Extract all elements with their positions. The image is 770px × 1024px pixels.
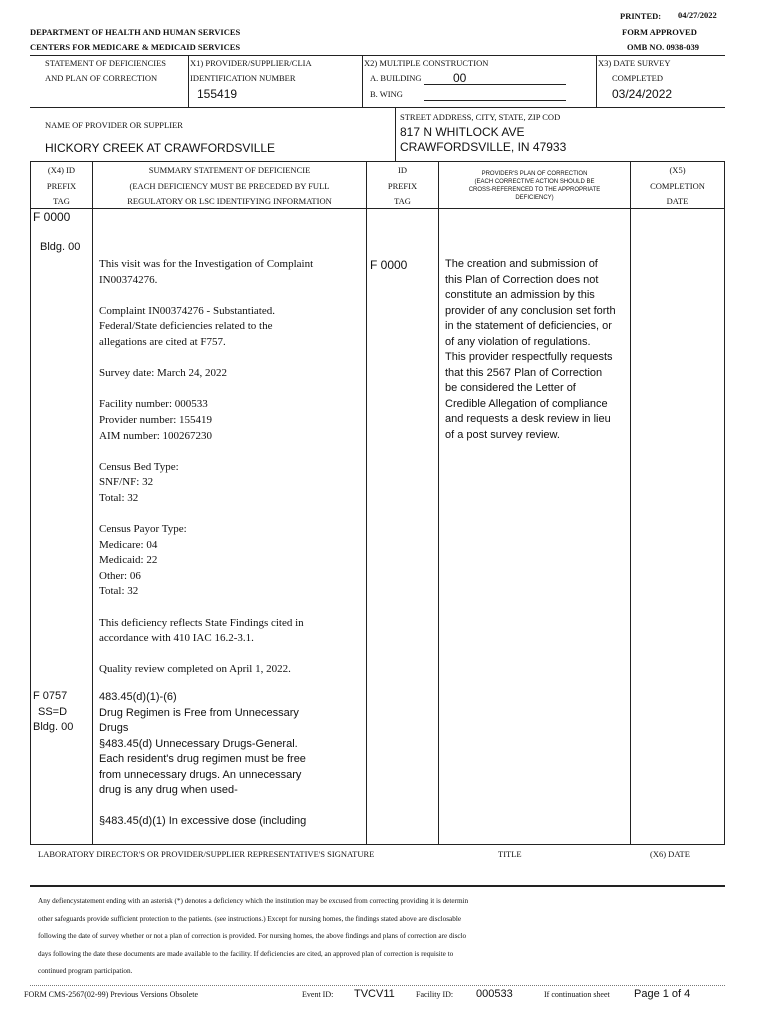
summary-line	[99, 288, 364, 304]
disclaimer-line: following the date of survey whether or not a plan of correction is provided. For nursing homes, the above findings and plans of correction are disclo	[38, 932, 467, 940]
plan-line: The creation and submission of	[445, 258, 598, 270]
summary-line: Medicaid: 22	[99, 554, 158, 567]
x1-label: X1) PROVIDER/SUPPLIER/CLIA	[190, 58, 312, 68]
summary-line: This visit was for the Investigation of Complaint	[99, 258, 314, 270]
summary-line: accordance with 410 IAC 16.2-3.1.	[99, 632, 254, 645]
x5-header-1: (X5)	[669, 165, 686, 175]
summary-line: Census Bed Type:	[99, 460, 179, 473]
b-wing-label: B. WING	[370, 89, 403, 99]
date-label: (X6) DATE	[650, 849, 690, 859]
f757-statement	[99, 690, 364, 830]
event-id-label: Event ID:	[302, 990, 334, 999]
facility-id-label: Facility ID:	[416, 990, 454, 999]
survey-date: 03/24/2022	[612, 87, 673, 101]
department-title: DEPARTMENT OF HEALTH AND HUMAN SERVICES	[30, 27, 241, 37]
plan-line: Credible Allegation of compliance	[445, 397, 608, 410]
continuation-label: If continuation sheet	[544, 990, 610, 999]
f757-line: Drugs	[99, 722, 129, 734]
f757-line	[99, 799, 364, 815]
summary-line: This deficiency reflects State Findings cited in	[99, 616, 304, 629]
f757-line: Each resident's drug regimen must be free	[99, 753, 306, 765]
a-building-value: 00	[453, 71, 467, 85]
scope-severity: SS=D	[38, 706, 68, 718]
summary-header-2: (EACH DEFICIENCY MUST BE PRECEDED BY FULL	[129, 181, 330, 191]
x4-header-2: PREFIX	[46, 181, 77, 191]
summary-line: Provider number: 155419	[99, 413, 213, 426]
plan-line: this Plan of Correction does not	[445, 273, 599, 286]
plan-line: This provider respectfully requests	[445, 351, 613, 363]
summary-line: Facility number: 000533	[99, 398, 208, 411]
plan-header-4: DEFICIENCY)	[515, 195, 554, 201]
bldg-label-2: Bldg. 00	[33, 721, 74, 733]
tag-f0000: F 0000	[33, 210, 71, 224]
summary-header-3: REGULATORY OR LSC IDENTIFYING INFORMATION	[127, 196, 332, 206]
f757-line: from unnecessary drugs. An unnecessary	[99, 768, 302, 781]
summary-line	[99, 382, 364, 398]
summary-line: IN00374276.	[99, 273, 158, 286]
summary-line	[99, 600, 364, 616]
disclaimer	[38, 893, 468, 981]
summary-line: Survey date: March 24, 2022	[99, 367, 227, 380]
x3-label: X3) DATE SURVEY	[598, 58, 671, 68]
summary-line: Total: 32	[99, 491, 139, 504]
summary-line	[99, 507, 364, 523]
signature-label: LABORATORY DIRECTOR'S OR PROVIDER/SUPPLIER REPRESENTATIVE'S SIGNATURE	[38, 849, 375, 859]
summary-line: Medicare: 04	[99, 538, 158, 551]
page-number: Page 1 of 4	[634, 988, 691, 1000]
summary-statement	[99, 257, 364, 678]
address-line-2: CRAWFORDSVILLE, IN 47933	[400, 140, 567, 154]
id-header-3: TAG	[394, 196, 411, 206]
printed-date: 04/27/2022	[678, 10, 717, 20]
provider-id-number: 155419	[197, 87, 238, 101]
form-approved: FORM APPROVED	[622, 27, 697, 37]
x1-label-2: IDENTIFICATION NUMBER	[190, 73, 296, 83]
x2-label: X2) MULTIPLE CONSTRUCTION	[364, 58, 489, 68]
omb-number: OMB NO. 0938-039	[627, 42, 700, 52]
summary-line: Census Payor Type:	[99, 523, 187, 536]
title-label: TITLE	[498, 849, 522, 859]
plan-line: constitute an admission by this	[445, 289, 595, 301]
summary-line: Other: 06	[99, 569, 141, 582]
plan-line: be considered the Letter of	[445, 382, 576, 394]
statement-label-2: AND PLAN OF CORRECTION	[45, 73, 158, 83]
summary-line: Total: 32	[99, 585, 139, 598]
event-id-value: TVCV11	[354, 988, 395, 1000]
centers-title: CENTERS FOR MEDICARE & MEDICAID SERVICES	[30, 42, 241, 52]
summary-line: Quality review completed on April 1, 2022.	[99, 663, 291, 676]
summary-header-1: SUMMARY STATEMENT OF DEFICIENCIE	[148, 165, 311, 175]
id-tag-f0000: F 0000	[370, 258, 408, 272]
provider-name-label: NAME OF PROVIDER OR SUPPLIER	[45, 120, 183, 130]
f757-line: Drug Regimen is Free from Unnecessary	[99, 706, 299, 719]
address-label: STREET ADDRESS, CITY, STATE, ZIP COD	[400, 112, 561, 122]
summary-line: allegations are cited at F757.	[99, 335, 226, 348]
disclaimer-line: continued program participation.	[38, 967, 133, 975]
provider-name: HICKORY CREEK AT CRAWFORDSVILLE	[45, 141, 276, 155]
plan-line: and requests a desk review in lieu	[445, 413, 611, 425]
plan-of-correction	[445, 257, 629, 443]
a-building-label: A. BUILDING	[370, 73, 422, 83]
plan-line: provider of any conclusion set forth	[445, 304, 616, 317]
x4-header-1: (X4) ID	[47, 165, 76, 175]
x3-label-2: COMPLETED	[612, 73, 663, 83]
address-line-1: 817 N WHITLOCK AVE	[400, 125, 525, 139]
f757-line: §483.45(d) Unnecessary Drugs-General.	[99, 737, 298, 750]
plan-line: that this 2567 Plan of Correction	[445, 366, 603, 379]
summary-line: SNF/NF: 32	[99, 476, 154, 489]
x5-header-3: DATE	[666, 196, 689, 206]
summary-line: Complaint IN00374276 - Substantiated.	[99, 304, 275, 317]
disclaimer-line: days following the date these documents are made available to the facility. If deficiencies are cited, an approved plan of correction is requisite to	[38, 949, 454, 958]
x4-header-3: TAG	[53, 196, 70, 206]
bldg-label-1: Bldg. 00	[40, 241, 81, 253]
summary-line	[99, 351, 364, 367]
disclaimer-line: Any defiencystatement ending with an asterisk (*) denotes a deficiency which the institution may be excused from correcting providing it is determin	[38, 897, 469, 905]
plan-line: in the statement of deficiencies, or	[445, 320, 612, 332]
printed-label: PRINTED:	[620, 11, 662, 21]
summary-line: Federal/State deficiencies related to the	[99, 320, 273, 333]
summary-line: AIM number: 100267230	[99, 429, 213, 442]
f757-line: 483.45(d)(1)-(6)	[99, 691, 177, 703]
facility-id-value: 000533	[476, 988, 513, 1000]
plan-header-2: (EACH CORRECTIVE ACTION SHOULD BE	[474, 179, 595, 185]
f757-line: §483.45(d)(1) In excessive dose (including	[99, 815, 307, 827]
disclaimer-line: other safeguards provide sufficient protection to the patients. (see instructions.) Except for nursing homes, the findings stated above are disclosable	[38, 914, 462, 923]
plan-line: of a post survey review.	[445, 428, 560, 441]
summary-line	[99, 444, 364, 460]
plan-header-1: PROVIDER'S PLAN OF CORRECTION	[481, 171, 588, 177]
plan-line: of any violation of regulations.	[445, 335, 591, 348]
id-header-2: PREFIX	[387, 181, 418, 191]
plan-header-3: CROSS-REFERENCED TO THE APPROPRIATE	[468, 187, 601, 193]
f757-line: drug is any drug when used-	[99, 784, 238, 796]
form-number: FORM CMS-2567(02-99) Previous Versions Obsolete	[24, 990, 199, 999]
summary-line	[99, 647, 364, 663]
id-header-1: ID	[398, 165, 407, 175]
x5-header-2: COMPLETION	[650, 181, 705, 191]
statement-label-1: STATEMENT OF DEFICIENCIES	[45, 58, 167, 68]
tag-f0757: F 0757	[33, 690, 68, 702]
